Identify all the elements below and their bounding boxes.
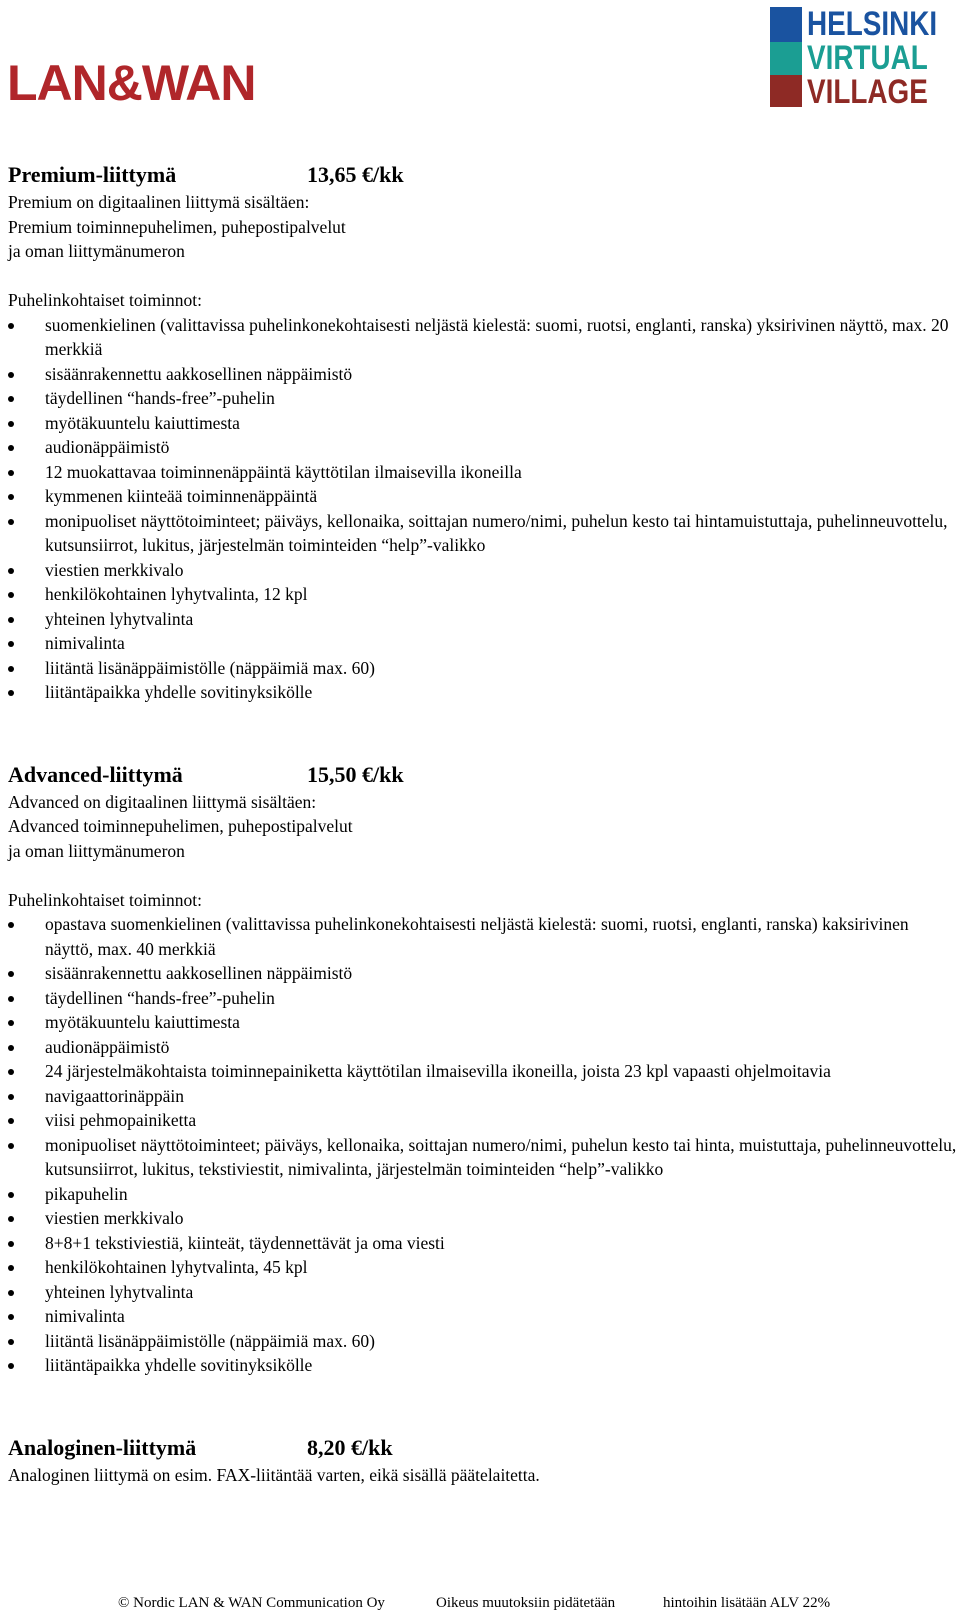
section-analoginen <box>8 1433 958 1488</box>
bullet-icon <box>8 372 14 378</box>
feature-item: yhteinen lyhytvalinta <box>8 1280 958 1305</box>
bullet-icon <box>8 1143 14 1149</box>
feature-item: opastava suomenkielinen (valittavissa puhelinkonekohtaisesti neljästä kielestä: suomi, ruotsi, englanti, ranska) kaksirivinen näyttö, max. 40 merkkiä <box>8 912 958 961</box>
bullet-icon <box>8 1265 14 1271</box>
feature-item: audionäppäimistö <box>8 435 958 460</box>
bullet-icon <box>8 1020 14 1026</box>
section-premium <box>8 160 958 705</box>
bullet-icon <box>8 1339 14 1345</box>
bullet-icon <box>8 1094 14 1100</box>
feature-item: 24 järjestelmäkohtaista toiminnepainiketta käyttötilan ilmaisevilla ikoneilla, joista 23 kpl vapaasti ohjelmoitavia <box>8 1059 958 1084</box>
bullet-icon <box>8 470 14 476</box>
section-price: 13,65 €/kk <box>307 162 404 187</box>
bullet-icon <box>8 323 14 329</box>
logo-line-1: HELSINKI <box>807 5 938 43</box>
bullet-icon <box>8 1118 14 1124</box>
feature-item: monipuoliset näyttötoiminteet; päiväys, kellonaika, soittajan numero/nimi, puhelun kesto tai hintamuistuttaja, puhelinneuvottelu, kutsunsiirrot, lukitus, järjestelmän toiminteiden “help”-valikko <box>8 509 958 558</box>
logo-bar-blue <box>770 7 802 42</box>
feature-item: henkilökohtainen lyhytvalinta, 45 kpl <box>8 1255 958 1280</box>
section-title: Advanced-liittymä <box>8 761 183 787</box>
bullet-icon <box>8 519 14 525</box>
feature-item: liitäntäpaikka yhdelle sovitinyksikölle <box>8 1353 958 1378</box>
bullet-icon <box>8 996 14 1002</box>
feature-item: navigaattorinäppäin <box>8 1084 958 1109</box>
bullet-icon <box>8 922 14 928</box>
features-label: Puhelinkohtaiset toiminnot: <box>8 290 202 310</box>
feature-item: sisäänrakennettu aakkosellinen näppäimistö <box>8 362 958 387</box>
section-heading <box>8 1433 958 1463</box>
feature-item: yhteinen lyhytvalinta <box>8 607 958 632</box>
logo-bar-teal <box>770 42 802 75</box>
bullet-icon <box>8 396 14 402</box>
feature-item: täydellinen “hands-free”-puhelin <box>8 986 958 1011</box>
helsinki-virtual-village-logo <box>770 5 946 111</box>
feature-list <box>8 912 958 1378</box>
logo-bar-red <box>770 75 802 107</box>
feature-item: nimivalinta <box>8 631 958 656</box>
intro-line: Advanced toiminnepuhelimen, puhepostipalvelut <box>8 816 353 836</box>
section-title: Premium-liittymä <box>8 162 177 187</box>
feature-item: kymmenen kiinteää toiminnenäppäintä <box>8 484 958 509</box>
bullet-icon <box>8 1363 14 1369</box>
feature-item: viestien merkkivalo <box>8 558 958 583</box>
feature-item: 8+8+1 tekstiviestiä, kiinteät, täydennettävät ja oma viesti <box>8 1231 958 1256</box>
footer-vat: hintoihin lisätään ALV 22% <box>663 1595 831 1611</box>
intro-line: ja oman liittymänumeron <box>8 840 185 861</box>
feature-item: liitäntä lisänäppäimistölle (näppäimiä max. 60) <box>8 1329 958 1354</box>
section-heading <box>8 760 958 790</box>
feature-item: liitäntäpaikka yhdelle sovitinyksikölle <box>8 680 958 705</box>
bullet-icon <box>8 1314 14 1320</box>
feature-list <box>8 313 958 705</box>
footer-copyright: © Nordic LAN & WAN Communication Oy <box>118 1595 385 1611</box>
intro-line: ja oman liittymänumeron <box>8 241 185 261</box>
bullet-icon <box>8 1290 14 1296</box>
feature-item: sisäänrakennettu aakkosellinen näppäimistö <box>8 961 958 986</box>
feature-item: 12 muokattavaa toiminnenäppäintä käyttötilan ilmaisevilla ikoneilla <box>8 460 958 485</box>
bullet-icon <box>8 592 14 598</box>
feature-item: liitäntä lisänäppäimistölle (näppäimiä max. 60) <box>8 656 958 681</box>
bullet-icon <box>8 1216 14 1222</box>
bullet-icon <box>8 445 14 451</box>
section-advanced <box>8 760 958 1378</box>
section-price: 8,20 €/kk <box>307 1434 393 1460</box>
bullet-icon <box>8 1045 14 1051</box>
footer-rights: Oikeus muutoksiin pidätetään <box>436 1595 616 1611</box>
intro-line: Premium toiminnepuhelimen, puhepostipalvelut <box>8 216 346 237</box>
logo-line-2: VIRTUAL <box>807 39 928 77</box>
bullet-icon <box>8 690 14 696</box>
logo-line-3: VILLAGE <box>807 73 928 111</box>
bullet-icon <box>8 421 14 427</box>
section-price: 15,50 €/kk <box>307 761 404 787</box>
feature-item: henkilökohtainen lyhytvalinta, 12 kpl <box>8 582 958 607</box>
feature-item: viisi pehmopainiketta <box>8 1108 958 1133</box>
bullet-icon <box>8 568 14 574</box>
features-label: Puhelinkohtaiset toiminnot: <box>8 889 202 910</box>
intro-line: Advanced on digitaalinen liittymä sisältäen: <box>8 791 317 812</box>
feature-item: viestien merkkivalo <box>8 1206 958 1231</box>
intro-line: Premium on digitaalinen liittymä sisältäen: <box>8 192 310 212</box>
feature-item: täydellinen “hands-free”-puhelin <box>8 386 958 411</box>
lanwan-logo: LAN&WAN <box>7 55 256 111</box>
feature-item: suomenkielinen (valittavissa puhelinkonekohtaisesti neljästä kielestä: suomi, ruotsi, englanti, ranska) yksirivinen näyttö, max. 20 merkkiä <box>8 313 958 362</box>
section-title: Analoginen-liittymä <box>8 1434 197 1460</box>
feature-item: myötäkuuntelu kaiuttimesta <box>8 1010 958 1035</box>
bullet-icon <box>8 666 14 672</box>
bullet-icon <box>8 971 14 977</box>
feature-item: myötäkuuntelu kaiuttimesta <box>8 411 958 436</box>
bullet-icon <box>8 617 14 623</box>
feature-item: pikapuhelin <box>8 1182 958 1207</box>
feature-item: monipuoliset näyttötoiminteet; päiväys, kellonaika, soittajan numero/nimi, puhelun kesto tai hinta, muistuttaja, puhelinneuvottelu, kutsunsiirrot, lukitus, tekstiviestit, nimivalinta, järjestelmän toiminteiden “help”-valikko <box>8 1133 958 1182</box>
bullet-icon <box>8 1241 14 1247</box>
feature-item: nimivalinta <box>8 1304 958 1329</box>
intro-line: Analoginen liittymä on esim. FAX-liitäntää varten, eikä sisällä päätelaitetta. <box>8 1464 540 1485</box>
feature-item: audionäppäimistö <box>8 1035 958 1060</box>
bullet-icon <box>8 1192 14 1198</box>
section-heading <box>8 160 958 190</box>
bullet-icon <box>8 1069 14 1075</box>
bullet-icon <box>8 641 14 647</box>
bullet-icon <box>8 494 14 500</box>
price-list <box>8 160 958 1487</box>
